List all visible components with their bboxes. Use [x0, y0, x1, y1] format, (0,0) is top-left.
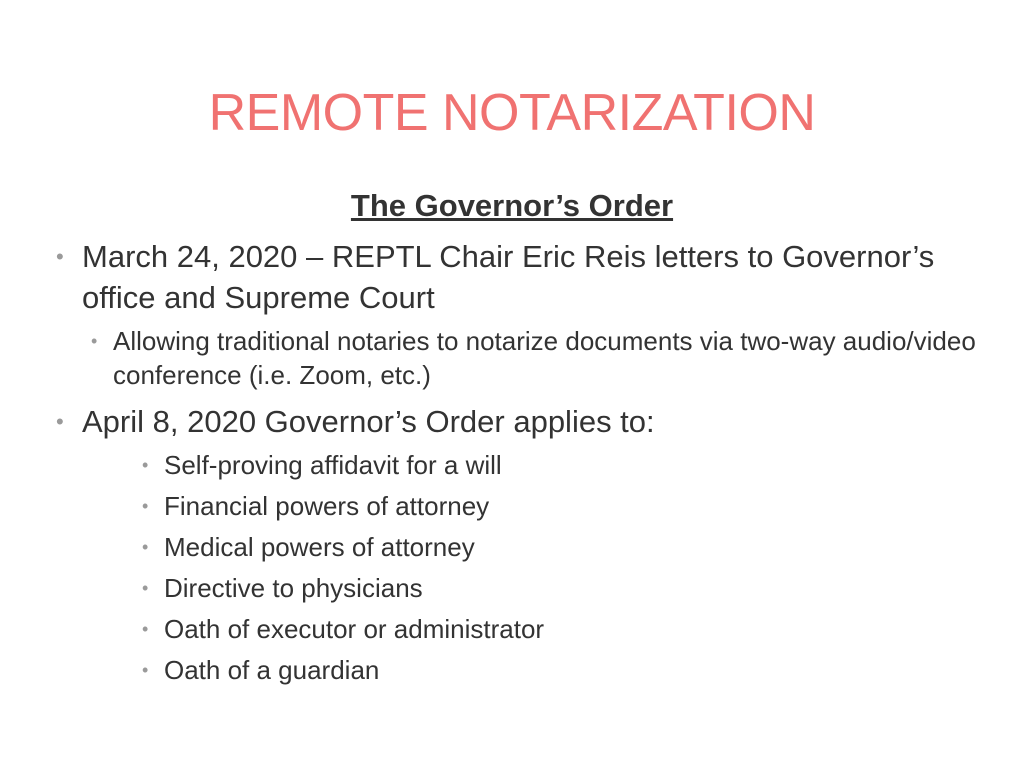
bullet-icon: • [142, 660, 149, 680]
bullet-icon: • [142, 619, 149, 639]
section-subheading: The Governor’s Order [350, 188, 674, 223]
bullet-icon: • [142, 455, 149, 475]
bullet-icon: • [142, 537, 149, 557]
bullet-text: Financial powers of attorney [164, 491, 490, 521]
bullet-icon: • [56, 244, 64, 269]
bullet-text: Directive to physicians [164, 573, 423, 603]
bullet-item-affidavit [142, 448, 984, 482]
bullet-text: Oath of a guardian [164, 655, 380, 685]
bullet-item-march-letters [56, 236, 982, 318]
bullet-icon: • [142, 578, 149, 598]
bullet-text: April 8, 2020 Governor’s Order applies to: [82, 404, 655, 439]
bullet-item-medical-poa [142, 530, 984, 564]
bullet-item-executor-oath [142, 612, 984, 646]
bullet-item-allowing-notaries [91, 324, 983, 392]
bullet-item-guardian-oath [142, 653, 984, 687]
bullet-text: Allowing traditional notaries to notarize documents via two-way audio/video conference (i.e. Zoom, etc.) [113, 326, 976, 390]
bullet-text: March 24, 2020 – REPTL Chair Eric Reis letters to Governor’s office and Supreme Court [82, 239, 935, 315]
bullet-item-financial-poa [142, 489, 984, 523]
bullet-item-april-order [56, 401, 982, 442]
bullet-icon: • [56, 409, 64, 434]
bullet-icon: • [142, 496, 149, 516]
bullet-icon: • [91, 331, 98, 351]
bullet-text: Self-proving affidavit for a will [164, 450, 502, 480]
slide-title: REMOTE NOTARIZATION [208, 84, 816, 142]
bullet-item-directive [142, 571, 984, 605]
bullet-text: Medical powers of attorney [164, 532, 475, 562]
bullet-text: Oath of executor or administrator [164, 614, 545, 644]
